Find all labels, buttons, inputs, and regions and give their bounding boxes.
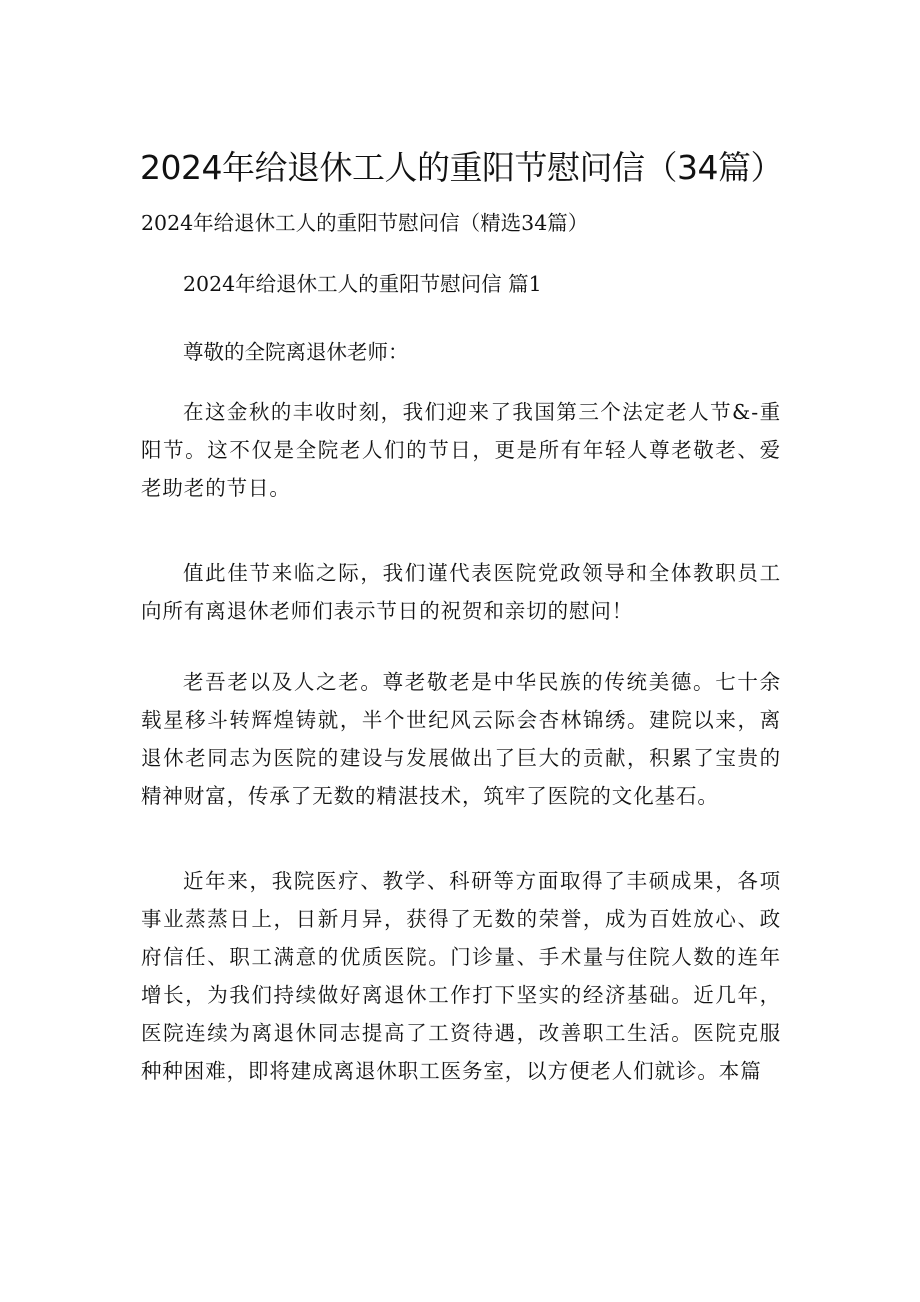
letter-salutation: 尊敬的全院离退休老师： bbox=[183, 340, 409, 364]
document-title: 2024年给退休工人的重阳节慰问信（34篇） bbox=[140, 148, 783, 187]
body-paragraph: 近年来，我院医疗、教学、科研等方面取得了丰硕成果，各项事业蒸蒸日上，日新月异，获得了无数的荣誉，成为百姓放心、政府信任、职工满意的优质医院。门诊量、手术量与住院人数的连年增长，为我们持续做好离退休工作打下坚实的经济基础。近几年，医院连续为离退休同志提高了工资待遇，改善职工生活。医院克服种种困难，即将建成离退休职工医务室，以方便老人们就诊。本篇 bbox=[141, 869, 781, 1083]
document-subtitle: 2024年给退休工人的重阳节慰问信（精选34篇） bbox=[141, 211, 589, 235]
body-paragraph: 老吾老以及人之老。尊老敬老是中华民族的传统美德。七十余载星移斗转辉煌铸就，半个世纪风云际会杏林锦绣。建院以来，离退休老同志为医院的建设与发展做出了巨大的贡献，积累了宝贵的精神财富，传承了无数的精湛技术，筑牢了医院的文化基石。 bbox=[141, 670, 781, 808]
section-heading: 2024年给退休工人的重阳节慰问信 篇1 bbox=[183, 272, 542, 296]
body-paragraph: 值此佳节来临之际，我们谨代表医院党政领导和全体教职员工向所有离退休老师们表示节日的祝贺和亲切的慰问！ bbox=[141, 561, 781, 623]
body-paragraph: 在这金秋的丰收时刻，我们迎来了我国第三个法定老人节&-重阳节。这不仅是全院老人们的节日，更是所有年轻人尊老敬老、爱老助老的节日。 bbox=[141, 400, 781, 500]
